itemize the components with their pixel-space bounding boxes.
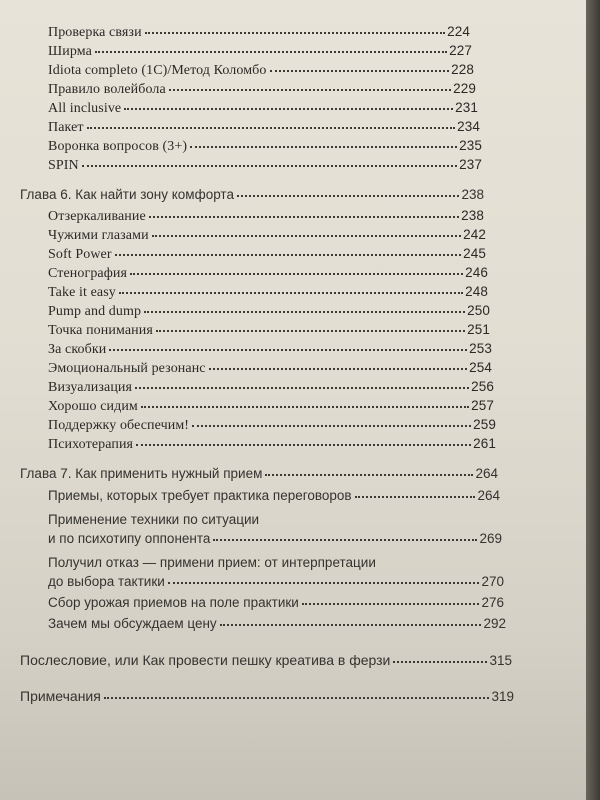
toc-entry <box>48 138 482 155</box>
toc-entry-title: Точка понимания <box>48 323 153 338</box>
leader-dots <box>115 252 462 256</box>
toc-entry <box>48 100 478 117</box>
leader-dots <box>156 328 465 332</box>
toc-entry <box>48 398 494 415</box>
notes-title: Примечания <box>20 688 101 704</box>
toc-entry-page: 229 <box>453 81 476 96</box>
toc-entry-title: Сбор урожая приемов на поле практики <box>48 595 299 610</box>
toc-entry <box>48 417 496 434</box>
toc-entry <box>48 322 490 339</box>
toc-entry-title: Стенография <box>48 266 128 281</box>
toc-entry-page: 250 <box>467 303 490 318</box>
toc-entry <box>48 24 470 41</box>
toc-entry-page: 228 <box>451 62 474 77</box>
toc-entry-title: и по психотипу оппонента <box>48 531 211 546</box>
toc-entry-title: Поддержку обеспечим! <box>48 418 190 433</box>
toc-entry <box>48 81 476 98</box>
toc-entry-page: 292 <box>483 616 506 631</box>
toc-entry-title: SPIN <box>48 158 79 173</box>
toc-entry-page: 264 <box>477 488 500 503</box>
toc-entry-page: 237 <box>459 157 482 172</box>
toc-entry-page: 246 <box>465 265 488 280</box>
afterword-title: Послесловие, или Как провести пешку креатива в ферзи <box>20 652 391 668</box>
toc-entry-title: Idiota completo (1С)/Метод Коломбо <box>48 63 267 78</box>
leader-dots <box>192 423 471 427</box>
toc-entry-title: Pump and dump <box>48 304 142 319</box>
leader-dots <box>152 233 462 237</box>
toc-entry-title-line1: Применение техники по ситуации <box>48 512 260 527</box>
toc-entry-page: 248 <box>465 284 488 299</box>
leader-dots <box>135 385 469 389</box>
chapter-title: Глава 6. Как найти зону комфорта <box>20 187 234 202</box>
toc-entry <box>48 62 474 79</box>
leader-dots <box>265 472 473 476</box>
toc-entry <box>48 436 496 453</box>
toc-entry-title: Зачем мы обсуждаем цену <box>48 616 217 631</box>
leader-dots <box>104 695 490 699</box>
leader-dots <box>130 271 463 275</box>
toc-entry-page: 245 <box>463 246 486 261</box>
toc-entry <box>48 379 494 396</box>
toc-entry-page: 261 <box>473 436 496 451</box>
toc-entry-page: 224 <box>447 24 470 39</box>
leader-dots <box>124 106 453 110</box>
toc-entry <box>48 284 488 301</box>
toc-entry-title: Воронка вопросов (3+) <box>48 139 188 154</box>
toc-entry-title: Визуализация <box>48 380 133 395</box>
toc-entry-line1 <box>48 555 504 570</box>
toc-entry-title: Чужими глазами <box>48 228 149 243</box>
toc-entry <box>48 43 472 60</box>
toc-entry-page: 242 <box>463 227 486 242</box>
leader-dots <box>145 30 446 34</box>
toc-entry-title: Правило волейбола <box>48 82 166 97</box>
leader-dots <box>149 214 459 218</box>
toc-entry-title: Take it easy <box>48 285 116 300</box>
toc-entry <box>48 119 480 136</box>
chapter-page: 238 <box>461 187 484 202</box>
leader-dots <box>169 87 451 91</box>
afterword-page: 315 <box>489 653 512 668</box>
toc-entry <box>48 531 502 546</box>
toc-entry <box>48 227 486 244</box>
toc-entry-title: Пакет <box>48 120 84 135</box>
toc-entry-title: до выбора тактики <box>48 574 165 589</box>
toc-entry-page: 257 <box>471 398 494 413</box>
leader-dots <box>141 404 469 408</box>
toc-entry-page: 276 <box>481 595 504 610</box>
leader-dots <box>270 68 450 72</box>
leader-dots <box>302 601 480 605</box>
toc-entry-title: Ширма <box>48 44 92 59</box>
leader-dots <box>168 580 480 584</box>
toc-entry <box>48 303 490 320</box>
toc-entry <box>48 341 492 358</box>
chapter-page: 264 <box>475 466 498 481</box>
toc-entry <box>48 574 504 589</box>
toc-entry-page: 235 <box>459 138 482 153</box>
toc-entry <box>48 208 484 225</box>
toc-entry-page: 231 <box>455 100 478 115</box>
toc-entry-title: Приемы, которых требует практика переговоров <box>48 488 352 503</box>
notes-page: 319 <box>491 689 514 704</box>
leader-dots <box>119 290 463 294</box>
toc-entry <box>48 246 486 263</box>
toc-entry <box>48 595 504 610</box>
toc-entry-title: Soft Power <box>48 247 112 262</box>
toc-entry-page: 234 <box>457 119 480 134</box>
toc-entry-title: Отзеркаливание <box>48 209 146 224</box>
chapter-title: Глава 7. Как применить нужный прием <box>20 466 263 481</box>
afterword-entry <box>20 652 512 668</box>
leader-dots <box>82 163 457 167</box>
page-edge-shadow <box>586 0 600 800</box>
toc-entry <box>48 488 500 503</box>
leader-dots <box>220 622 482 626</box>
toc-entry-page: 253 <box>469 341 492 356</box>
chapter-heading <box>20 466 498 481</box>
toc-entry-line1 <box>48 512 500 527</box>
leader-dots <box>393 659 487 663</box>
toc-entry-title: Проверка связи <box>48 25 142 40</box>
toc-entry-title: All inclusive <box>48 101 122 116</box>
leader-dots <box>237 193 460 197</box>
leader-dots <box>213 537 477 541</box>
toc-entry-page: 269 <box>479 531 502 546</box>
toc-entry-page: 251 <box>467 322 490 337</box>
chapter-heading <box>20 187 484 202</box>
notes-entry <box>20 688 514 704</box>
toc-entry-title: За скобки <box>48 342 107 357</box>
toc-entry-page: 270 <box>481 574 504 589</box>
leader-dots <box>190 144 457 148</box>
toc-entry-title: Хорошо сидим <box>48 399 138 414</box>
toc-entry <box>48 265 488 282</box>
toc-entry-title-line1: Получил отказ — примени прием: от интерпретации <box>48 555 376 570</box>
leader-dots <box>87 125 456 129</box>
leader-dots <box>144 309 465 313</box>
toc-entry-page: 227 <box>449 43 472 58</box>
toc-entry <box>48 360 492 377</box>
toc-entry-title: Эмоциональный резонанс <box>48 361 206 376</box>
leader-dots <box>355 494 476 498</box>
leader-dots <box>209 366 468 370</box>
toc-entry-page: 259 <box>473 417 496 432</box>
leader-dots <box>95 49 447 53</box>
toc-entry <box>48 157 482 174</box>
toc-entry-title: Психотерапия <box>48 437 134 452</box>
toc-entry-page: 254 <box>469 360 492 375</box>
toc-entry-page: 256 <box>471 379 494 394</box>
toc-entry-page: 238 <box>461 208 484 223</box>
leader-dots <box>136 442 471 446</box>
toc-entry <box>48 616 506 631</box>
leader-dots <box>109 347 467 351</box>
